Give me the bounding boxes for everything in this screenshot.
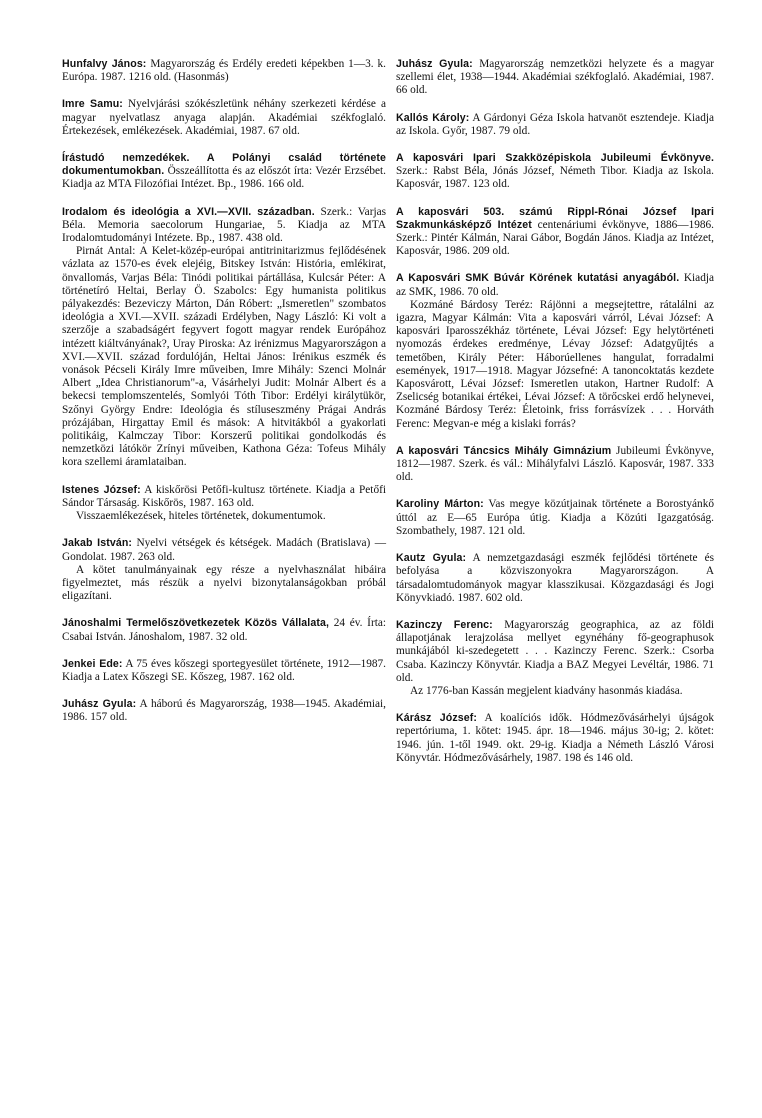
entry-body: Jubileumi Évkönyve, 1812—1987. Szerk. és vál.: Mihályfalvi László. Kaposvár, 1987. 333 old.	[396, 444, 714, 484]
entry-contents: Pirnát Antal: A Kelet-közép-európai antitrinitarizmus fejlődésének vázlata az 1570-es évek elejéig, Bitskey István: História, emlékirat, önvallomás, Varjas Béla: Tinódi politikai pártállása, Kulcsár Péter: A történetíró Heltai, Berlay Ö. Szabolcs: Egy humanista politikus pályakezdés: Bezeviczy Márton, Dán Róbert: „Ismeretlen" szombatos ideológia a XVI.—XVII. századi Erdélyben, Nagy László: Ki volt a szerzője a szabadságért fegyvert fogott magyar rendek Európához intézett kiáltványának?, Uray Piroska: Az irénizmus Magyarországon a XVI.—XVII. század fordulóján, Heltai János: Irénikus eszmék és vonások Pécseli Király Imre műveiben, Imre Mihály: Szenci Molnár Albert „Idea Christianorum"-a, Vásárhelyi Judit: Molnár Albert és a bekecsi templomszentelés, Somlyói Tóth Tibor: Erdélyi királytükör, Szőnyi György Endre: Ideológia és stíluseszmény Prágai András prózájában, Hirgattay Emil és mások: A hitvitákból a gyakorlati politikáig, Kalmczay Tibor: Korszerű politikai gondolkodás és nemzetközi látókör Zrínyi műveiben, Kathona Géza: Tofeus Mihály kora szellemi áramlataiban.	[62, 245, 386, 469]
bibliography-entry	[62, 658, 386, 684]
bibliography-entry	[62, 698, 386, 724]
entry-heading: Jánoshalmi Termelőszövetkezetek Közös Vállalata,	[62, 617, 329, 630]
entry-body: A 75 éves kőszegi sportegyesület története, 1912—1987. Kiadja a Latex Kőszegi SE. Kőszeg, 1987. 162 old.	[62, 657, 387, 683]
bibliography-entry	[396, 272, 714, 430]
bibliography-entry	[62, 537, 386, 603]
bibliography-entry	[62, 58, 386, 84]
entry-contents: A kötet tanulmányainak egy része a nyelvhasználat hibáira figyelmeztet, más részük a nyelvi bizonytalanságokban próbál eligazítani.	[62, 563, 386, 603]
entry-heading: Karoliny Márton:	[396, 498, 484, 511]
bibliography-entry	[396, 445, 714, 485]
bibliography-entry	[62, 484, 386, 524]
left-column	[62, 58, 386, 739]
entry-body: A nemzetgazdasági eszmék fejlődési története és befolyása a közviszonyokra Magyarországon. A társadalomtudományok magyar klasszikusai. Közgazdasági és Jogi Könyvkiadó. 1987. 602 old.	[396, 552, 714, 604]
entry-contents: Az 1776-ban Kassán megjelent kiadvány hasonmás kiadása.	[410, 684, 683, 697]
entry-heading: Jakab István:	[62, 537, 133, 550]
entry-contents: Kozmáné Bárdosy Teréz: Rájönni a megsejtettre, rátalálni az igazra, Magyar Kálmán: Vita a kaposvári várról, Lévai József: A kaposvári Iparosszékház története, Lévai József: Egy helytörténeti nyomozás érdekes eredménye, Lévay József: Adatgyűjtés a temetőben, Király Péter: Háborúellenes hangulat, forradalmi események, 1917—1918. Magyar Józsefné: A tanoncoktatás kezdete Kaposvárott, Lévai József: Ismeretlen utakon, Hartner Rudolf: A Zselicség botanikai értékei, Lévai József: A törőcskei erdő helynevei, Kozmáné Bárdosy Teréz: Életoink, friss forrásvízek . . . Horváth Ferenc: Megvan-e még a kislaki forrás?	[396, 298, 714, 430]
entry-heading: Kallós Károly:	[396, 111, 470, 124]
entry-heading: Irodalom és ideológia a XVI.—XVII. században.	[62, 205, 315, 218]
entry-heading: Írástudó nemzedékek. A Polányi család története dokumentumokban.	[62, 152, 386, 178]
bibliography-entry	[396, 112, 714, 138]
bibliography-entry	[396, 552, 714, 605]
bibliography-entry	[396, 152, 714, 192]
entry-body: A Gárdonyi Géza Iskola hatvanöt esztendeje. Kiadja az Iskola. Győr, 1987. 79 old.	[396, 111, 714, 137]
entry-heading: Kárász József:	[396, 712, 477, 725]
entry-body: Magyarország és Erdély eredeti képekben 1—3. k. Európa. 1987. 1216 old. (Hasonmás)	[62, 58, 387, 84]
entry-heading: Jenkei Ede:	[62, 657, 123, 670]
entry-heading: Juhász Gyula:	[62, 698, 137, 711]
entry-heading: Imre Samu:	[62, 98, 123, 111]
bibliography-entry	[62, 152, 386, 192]
entry-body: Vas megye közútjainak története a Borostyánkő úttól az E—65 Európa útig. Kiadja a Közúti Igazgatóság. Szombathely, 1987. 121 old.	[396, 498, 714, 537]
entry-heading: A kaposvári Ipari Szakközépiskola Jubileumi Évkönyve.	[396, 152, 714, 165]
entry-body: 24 év. Írta: Csabai István. Jánoshalom, 1987. 32 old.	[62, 617, 386, 643]
entry-body: Nyelvjárási szókészletünk néhány szerkezeti kérdése a magyar nyelvatlasz anyaga alapján. Akadémiai székfoglaló. Értekezések, emlékezések. Akadémiai, 1987. 67 old.	[62, 98, 386, 137]
bibliography-entry	[396, 58, 714, 98]
entry-body: Nyelvi vétségek és kétségek. Madách (Bratislava) — Gondolat. 1987. 263 old.	[62, 537, 386, 563]
bibliography-entry	[62, 98, 386, 138]
entry-body: A háború és Magyarország, 1938—1945. Akadémiai, 1986. 157 old.	[62, 698, 386, 724]
bibliography-entry	[396, 712, 714, 765]
entry-body: Kiadja az SMK, 1986. 70 old.	[396, 272, 714, 298]
entry-body: A koalíciós idők. Hódmezővásárhelyi újságok repertóriuma, 1. kötet: 1945. ápr. 18—1946. május 30-ig; 2. kötet: 1946. jún. 1-től 1949. okt. 29-ig. Kiadja a Németh László Városi Könyvtár. Hódmezővásárhely, 1987. 198 és 146 old.	[396, 712, 714, 764]
entry-heading: A kaposvári 503. számú Rippl-Rónai József Ipari Szakmunkásképző Intézet	[396, 205, 714, 231]
entry-heading: A kaposvári Táncsics Mihály Gimnázium	[396, 444, 612, 457]
bibliography-entry	[396, 619, 714, 698]
entry-body: Szerk.: Rabst Béla, Jónás József, Németh Tibor. Kiadja az Iskola. Kaposvár, 1987. 123 old.	[396, 165, 714, 191]
entry-heading: Kautz Gyula:	[396, 552, 467, 565]
entry-heading: Hunfalvy János:	[62, 58, 147, 70]
entry-body: Szerk.: Varjas Béla. Memoria saecolorum Hungariae, 5. Kiadja az MTA Irodalomtudományi Intézete. Bp., 1987. 438 old.	[62, 205, 387, 245]
entry-heading: Juhász Gyula:	[396, 58, 473, 70]
entry-body: A kiskőrösi Petőfi-kultusz története. Kiadja a Petőfi Sándor Társaság. Kiskőrös, 1987. 163 old.	[62, 483, 386, 509]
entry-heading: A Kaposvári SMK Búvár Körének kutatási anyagából.	[396, 272, 680, 285]
bibliography-entry	[396, 498, 714, 538]
entry-heading: Istenes József:	[62, 483, 141, 496]
entry-contents: Visszaemlékezések, hiteles történetek, dokumentumok.	[76, 510, 326, 523]
bibliography-entry	[62, 206, 386, 470]
entry-body: centenáriumi évkönyve, 1886—1986. Szerk.: Pintér Kálmán, Narai Gábor, Bogdán János. Kiadja az Intézet, Kaposvár, 1986. 209 old.	[396, 218, 714, 258]
entry-body: Magyarország nemzetközi helyzete és a magyar szellemi élet, 1938—1944. Akadémiai székfoglaló. Akadémiai, 1987. 66 old.	[396, 58, 715, 97]
bibliography-entry	[62, 617, 386, 643]
entry-heading: Kazinczy Ferenc:	[396, 618, 493, 631]
entry-body: Magyarország geographica, az az földi állapotjának lerajzolása mellyet egynéhány fő-geographusok munkájából ki-szedegetett . . . Kazinczy Ferenc. Szerk.: Csorba Csaba. Kazinczy Könyvtár. Kiadja a BAZ Megyei Levéltár, 1986. 71 old.	[396, 618, 714, 684]
entry-body: Összeállította és az előszót írta: Vezér Erzsébet. Kiadja az MTA Filozófiai Intézet. Bp., 1986. 166 old.	[62, 165, 386, 191]
right-column	[396, 58, 714, 779]
bibliography-entry	[396, 206, 714, 259]
